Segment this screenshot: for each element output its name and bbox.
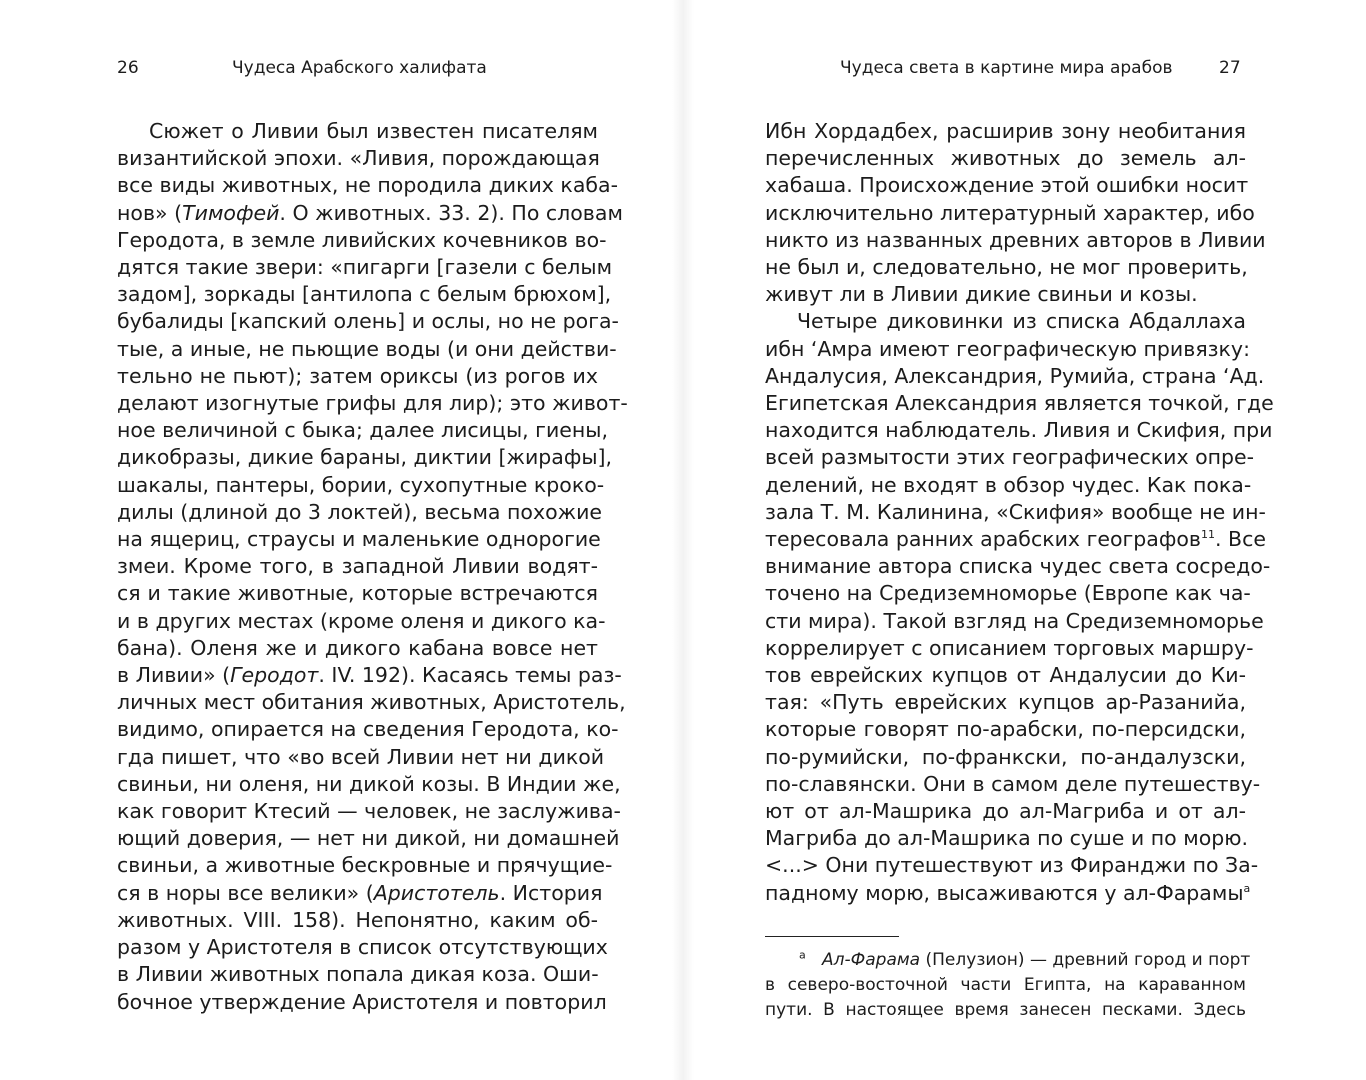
text-line: Магриба до ал-Машрика по суше и по морю. [765, 826, 1249, 851]
text-line: сти мира). Такой взгляд на Средиземноморье [765, 608, 1264, 633]
text-line: точено на Средиземноморье (Европе как ча- [765, 581, 1251, 606]
text-line: Ибн Хордадбех, расширив зону необитания [765, 119, 1246, 143]
text-line: Андалусия, Александрия, Румийа, страна ʻАд. [765, 363, 1265, 388]
text-line: Геродота, в земле ливийских кочевников во- [117, 227, 607, 252]
text-line: дикобразы, дикие бараны, диктии [жирафы], [117, 445, 613, 470]
right-running-title: Чудеса света в картине мира арабов [840, 58, 1173, 78]
text-line: Четыре диковинки из списка Абдаллаха [797, 309, 1246, 334]
text-line: падному морю, высаживаются у ал-Фарамы$^a$ [765, 880, 1251, 905]
text-line: находится наблюдатель. Ливия и Скифия, при [765, 418, 1273, 443]
right-body-text [765, 118, 1274, 907]
right-page-number: 27 [1219, 58, 1241, 78]
text-line: всей размытости этих географических опре- [765, 445, 1255, 470]
text-line: разом у Аристотеля в список отсутствующих [117, 935, 608, 960]
text-line: в Ливии» (Геродот. IV. 192). Касаясь темы раз- [117, 663, 622, 688]
text-line: которые говорят по-арабски, по-персидски, [765, 717, 1246, 742]
text-line: хабаша. Происхождение этой ошибки носит [765, 173, 1249, 198]
text-line: тая: «Путь еврейских купцов ар-Разанийа, [765, 690, 1246, 715]
footnote-rule [765, 936, 899, 937]
text-line: в Ливии животных попала дикая коза. Оши- [117, 962, 599, 987]
text-line: делают изогнутые грифы для лир); это живот- [117, 391, 628, 416]
text-line: змеи. Кроме того, в западной Ливии водят- [117, 554, 598, 579]
text-line: задом], зоркады [антилопа с белым брюхом], [117, 282, 612, 307]
text-line: перечисленных животных до земель ал- [765, 146, 1246, 171]
left-page-number: 26 [117, 58, 139, 78]
text-line: внимание автора списка чудес света сосредо- [765, 554, 1271, 579]
text-line: шакалы, пантеры, бории, сухопутные кроко- [117, 472, 605, 497]
text-line: и в других местах (кроме оленя и дикого ка- [117, 608, 606, 633]
text-line: никто из названных древних авторов в Ливии [765, 227, 1266, 252]
text-line: по-славянски. Они в самом деле путешеству- [765, 771, 1261, 796]
text-line: бубалиды [капский олень] и ослы, но не рога- [117, 309, 619, 334]
text-line: коррелирует с описанием торговых маршру- [765, 635, 1254, 660]
text-line: ся в норы все велики» (Аристотель. История [117, 880, 603, 905]
text-line: тые, а иные, не пьющие воды (и они действи- [117, 336, 617, 361]
footnote-line: в северо-восточной части Египта, на караванном [765, 975, 1246, 995]
text-line: живут ли в Ливии дикие свиньи и козы. [765, 282, 1198, 307]
text-line: гда пишет, что «во всей Ливии нет ни дикой [117, 744, 605, 769]
text-line: бочное утверждение Аристотеля и повторил [117, 989, 607, 1014]
text-line: Египетская Александрия является точкой, где [765, 391, 1274, 416]
text-line: по-румийски, по-франкски, по-андалузски, [765, 744, 1246, 769]
text-line: тельно не пьют); затем ориксы (из рогов их [117, 363, 598, 388]
text-line: исключительно литературный характер, ибо [765, 200, 1255, 225]
text-line: ное величиной с быка; далее лисицы, гиены, [117, 418, 608, 443]
footnote [765, 948, 1251, 1023]
footnote-line: пути. В настоящее время занесен песками. Здесь [765, 1000, 1246, 1020]
text-line: животных. VIII. 158). Непонятно, каким об- [117, 907, 598, 932]
text-line: тов еврейских купцов от Андалусии до Ки- [765, 663, 1246, 688]
text-line: нов» (Тимофей. О животных. 33. 2). По словам [117, 200, 623, 225]
text-line: тересовала ранних арабских географов$^{11}$. Все [765, 527, 1266, 552]
text-line: свиньи, ни оленя, ни дикой козы. В Индии же, [117, 771, 621, 796]
text-line: бана). Оленя же и дикого кабана вовсе нет [117, 635, 598, 660]
text-line: дятся такие звери: «пигарги [газели с белым [117, 255, 613, 280]
text-line: на ящериц, страусы и маленькие однорогие [117, 527, 601, 552]
text-line: дилы (длиной до 3 локтей), весьма похожие [117, 499, 603, 524]
text-line: видимо, опирается на сведения Геродота, ко- [117, 717, 619, 742]
text-line: все виды животных, не породила диких каба- [117, 173, 618, 198]
text-line: не был и, следовательно, не мог проверить, [765, 255, 1248, 280]
footnote-marker: a [799, 948, 806, 962]
text-line: ибн ʻАмра имеют географическую привязку: [765, 336, 1250, 361]
text-line: <...> Они путешествуют из Фиранджи по За- [765, 853, 1259, 878]
left-body-text [117, 118, 628, 1016]
text-line: ющий доверия, — нет ни дикой, ни домашней [117, 826, 620, 851]
right-page [683, 0, 1366, 1080]
text-line: Сюжет о Ливии был известен писателям [149, 119, 598, 143]
text-line: византийской эпохи. «Ливия, порождающая [117, 146, 600, 171]
footnote-line: $^a$ Ал-Фарама (Пелузион) — древний город и порт [799, 948, 1251, 970]
text-line: ся и такие животные, которые встречаются [117, 581, 598, 606]
text-line: как говорит Ктесий — человек, не заслужива- [117, 799, 621, 824]
left-running-title: Чудеса Арабского халифата [232, 58, 487, 78]
text-line: ют от ал-Машрика до ал-Магриба и от ал- [765, 799, 1246, 824]
text-line: личных мест обитания животных, Аристотель, [117, 690, 626, 715]
text-line: зала Т. М. Калинина, «Скифия» вообще не ин- [765, 499, 1266, 524]
text-line: делений, не входят в обзор чудес. Как пока- [765, 472, 1252, 497]
text-line: свиньи, а животные бескровные и прячущие- [117, 853, 613, 878]
